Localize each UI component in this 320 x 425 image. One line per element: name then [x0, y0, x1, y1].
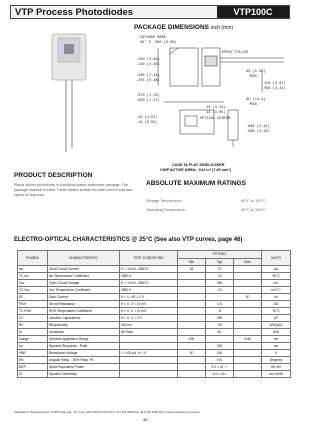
table-row	[18, 315, 291, 322]
cell-symbol: D*	[18, 371, 48, 378]
cell-max	[234, 364, 262, 371]
dim-label: .095 (2.41)	[262, 87, 286, 91]
cell-symbol: ID	[18, 294, 48, 301]
cell-characteristic: Sensitivity	[48, 329, 120, 336]
cell-characteristic: Dark Current	[48, 294, 120, 301]
cell-max	[234, 273, 262, 280]
cell-unit: µA	[262, 266, 291, 273]
cell-unit: W/√Hz	[262, 364, 291, 371]
dim-label: .18 (3.33)	[204, 106, 226, 110]
cell-symbol: Sr	[18, 329, 48, 336]
cell-characteristic: Angular Resp. - 50% Resp. Pt.	[48, 357, 120, 364]
dim-label: .285 (7.24)	[136, 74, 160, 78]
cell-min: 55	[178, 266, 206, 273]
cell-typ: 925	[206, 343, 234, 350]
cell-min	[178, 364, 206, 371]
cell-max	[234, 301, 262, 308]
part-number-badge: VTP100C	[217, 6, 289, 18]
cell-typ: 140	[206, 350, 234, 357]
package-drawing	[134, 32, 294, 152]
cell-typ: 350	[206, 280, 234, 287]
dim-label: .45 (11.4)	[244, 98, 266, 102]
cell-unit: nA	[262, 294, 291, 301]
cell-typ: 70	[206, 266, 234, 273]
package-dimensions-title: PACKAGE DIMENSIONS inch (mm)	[134, 24, 234, 31]
cell-typ: .60	[206, 322, 234, 329]
dim-label: .14 (3.55)	[136, 121, 158, 125]
table-row	[18, 322, 291, 329]
dim-label: .18 (4.57)	[136, 116, 158, 120]
cell-conditions: H = 100 fc, 2850 K	[120, 266, 178, 273]
cell-unit: GΩ	[262, 301, 291, 308]
cell-conditions: 2850 K	[120, 287, 178, 294]
cell-min	[178, 308, 206, 315]
epoxy-label: EPOXY FILLED	[222, 51, 248, 55]
table-row	[18, 280, 291, 287]
cell-symbol: Re	[18, 322, 48, 329]
rating-value: -40°C to 100°C	[240, 208, 266, 212]
footer-address: PerkinElmer Optoelectronics, 10900 Page Ave., St. Louis, MO 63132 USA Phone: 314-423-4900 Fax: 314-423-3956 Web: www.perkinelmer.com/opto	[14, 410, 200, 414]
dim-label: .050 (1.27)	[136, 99, 160, 103]
cell-characteristic: Junction Capacitance	[48, 315, 120, 322]
col-typ: Typ	[206, 258, 234, 266]
dim-label: .070 (1.78)	[136, 94, 160, 98]
cell-unit: cm√Hz/W	[262, 371, 291, 378]
dim-label: .085 (2.16)	[246, 130, 270, 134]
table-row	[18, 336, 291, 343]
cell-min	[178, 280, 206, 287]
product-photo	[14, 30, 124, 155]
cell-conditions: 940 nm	[120, 322, 178, 329]
eo-table-body	[18, 266, 291, 378]
cell-max: 1150	[234, 336, 262, 343]
cell-max	[234, 357, 262, 364]
cell-unit: mV/°C	[262, 287, 291, 294]
page-title: VTP Process Photodiodes	[15, 7, 134, 18]
cell-conditions	[120, 371, 178, 378]
cell-symbol: TC Isc	[18, 273, 48, 280]
cell-characteristic: Spectral Response - Peak	[48, 343, 120, 350]
col-min: Min	[178, 258, 206, 266]
cell-typ: 9.0 x 10⁻¹⁴	[206, 364, 234, 371]
table-row	[18, 266, 291, 273]
cell-symbol: λp	[18, 343, 48, 350]
cell-min	[178, 322, 206, 329]
cell-min	[178, 301, 206, 308]
dim-label: .20 (5.08)	[244, 70, 266, 74]
cell-symbol: TC Voc	[18, 287, 48, 294]
cathode-angle-label: 45° X .030 (0.80)	[140, 41, 177, 45]
description-text: Planar silicon photodiode in a molded plastic sidelooker package. The package material is clear. These diodes exhibit low dark current and fast speed of response.	[14, 183, 132, 198]
cell-conditions	[120, 364, 178, 371]
cell-min	[178, 343, 206, 350]
cell-characteristic: RSH Temperature Coefficient	[48, 308, 120, 315]
table-row	[18, 371, 291, 378]
cell-characteristic: Breakdown Voltage	[48, 350, 120, 357]
cell-min	[178, 357, 206, 364]
rating-label: Operating Temperature:	[146, 208, 187, 212]
cell-conditions: H = 0, V = 10 mV	[120, 301, 178, 308]
cell-unit: A/W(nm)	[262, 322, 291, 329]
cell-min	[178, 315, 206, 322]
cell-unit: %/°C	[262, 308, 291, 315]
table-row	[18, 364, 291, 371]
case-label: CASE 52 FLAT SIDELOOKER	[172, 163, 225, 167]
cell-characteristic: Spectral Application Range	[48, 336, 120, 343]
table-row	[18, 308, 291, 315]
cell-typ: 50	[206, 329, 234, 336]
table-row	[18, 294, 291, 301]
cell-characteristic: Voc Temperature Coefficient	[48, 287, 120, 294]
optical-center-label: OPTICAL CENTER	[200, 117, 231, 121]
cell-characteristic: Short Circuit Current	[48, 266, 120, 273]
cell-unit: nm	[262, 336, 291, 343]
cell-min: 400	[178, 336, 206, 343]
cell-max	[234, 343, 262, 350]
col-conditions: TEST CONDITIONS	[120, 251, 178, 266]
eo-title: ELECTRO-OPTICAL CHARACTERISTICS @ 25°C (See also VTP curves, page 46)	[14, 237, 243, 243]
eo-characteristics-table	[17, 250, 291, 378]
cell-conditions	[120, 357, 178, 364]
dim-label: .12 (3.05)	[204, 111, 226, 115]
cell-min	[178, 294, 206, 301]
cell-unit: V	[262, 350, 291, 357]
cell-symbol: TC RSH	[18, 308, 48, 315]
cell-max	[234, 315, 262, 322]
cell-max	[234, 322, 262, 329]
cell-characteristic: Open Circuit Voltage	[48, 280, 120, 287]
cell-min	[178, 273, 206, 280]
cell-conditions	[120, 343, 178, 350]
table-row	[18, 343, 291, 350]
table-row	[18, 357, 291, 364]
cell-unit: %/°C	[262, 273, 291, 280]
cell-max	[234, 329, 262, 336]
rating-row	[146, 208, 266, 212]
cell-unit: mV	[262, 280, 291, 287]
page-number: 48	[143, 417, 148, 422]
table-row	[18, 350, 291, 357]
col-part: VTP100C	[178, 251, 262, 259]
cell-symbol: Isc	[18, 266, 48, 273]
cell-symbol: RSH	[18, 301, 48, 308]
dim-label: .105 (2.67)	[262, 82, 286, 86]
cell-symbol: CJ	[18, 315, 48, 322]
cell-symbol: λrange	[18, 336, 48, 343]
cell-typ	[206, 294, 234, 301]
col-max: Max	[234, 258, 262, 266]
table-row	[18, 287, 291, 294]
cell-max: 30	[234, 294, 262, 301]
cell-conditions: 2850 K	[120, 273, 178, 280]
cell-typ: 3.0 x 10¹²	[206, 371, 234, 378]
cell-characteristic: Shunt Resistance	[48, 301, 120, 308]
cell-conditions: I = 100 µA, H = 0	[120, 350, 178, 357]
cell-max	[234, 280, 262, 287]
cell-symbol: θ½	[18, 357, 48, 364]
table-row	[18, 273, 291, 280]
cell-conditions: H = 0, V = 10 mV	[120, 308, 178, 315]
col-symbol: SYMBOL	[18, 251, 48, 266]
table-row	[18, 329, 291, 336]
rating-row	[146, 199, 266, 203]
cell-typ: ±70	[206, 357, 234, 364]
cell-max	[234, 371, 262, 378]
cell-unit: pF	[262, 315, 291, 322]
dim-label: .095 (2.41)	[246, 125, 270, 129]
cell-min	[178, 329, 206, 336]
cell-symbol: Voc	[18, 280, 48, 287]
dim-label: MIN.	[250, 75, 259, 79]
cell-characteristic: Isc Temperature Coefficient	[48, 273, 120, 280]
table-row	[18, 301, 291, 308]
cell-unit: A/W	[262, 329, 291, 336]
dim-label: .130 (3.30)	[136, 63, 160, 67]
cell-min: 30	[178, 350, 206, 357]
rating-value: -40°C to 100°C	[240, 199, 266, 203]
cell-conditions	[120, 336, 178, 343]
chip-area-label: CHIP ACTIVE AREA: .012 in² (7.45 mm²)	[160, 168, 231, 172]
description-title: PRODUCT DESCRIPTION	[14, 172, 93, 179]
cell-min	[178, 371, 206, 378]
cell-characteristic: Specific Detectivity	[48, 371, 120, 378]
cell-max	[234, 266, 262, 273]
col-units: UNITS	[262, 251, 291, 266]
cell-max	[234, 287, 262, 294]
dim-label: MIN.	[250, 103, 259, 107]
col-characteristic: CHARACTERISTIC	[48, 251, 120, 266]
cell-typ: -2.0	[206, 287, 234, 294]
rating-label: Storage Temperature:	[146, 199, 183, 203]
cathode-mark-label: CATHODE MARK	[140, 36, 166, 40]
ratings-title: ABSOLUTE MAXIMUM RATINGS	[146, 180, 246, 187]
cell-symbol: NEP	[18, 364, 48, 371]
dim-label: .150 (3.81)	[136, 58, 160, 62]
cell-unit: Degrees	[262, 357, 291, 364]
cell-max	[234, 350, 262, 357]
cell-conditions: H = 0, VR = 2 V	[120, 294, 178, 301]
cell-conditions: H = 0, V = 0 V	[120, 315, 178, 322]
cell-characteristic: Noise Equivalent Power	[48, 364, 120, 371]
cell-symbol: VBR	[18, 350, 48, 357]
cell-max	[234, 308, 262, 315]
cell-typ: 350	[206, 315, 234, 322]
cell-typ	[206, 336, 234, 343]
cell-conditions: H = 100 fc, 2850 K	[120, 280, 178, 287]
cell-characteristic: Responsivity	[48, 322, 120, 329]
dim-label: .255 (6.48)	[136, 79, 160, 83]
cell-conditions: @ Peak	[120, 329, 178, 336]
cell-min	[178, 287, 206, 294]
header-bar	[10, 5, 290, 19]
cell-typ: 0.5	[206, 301, 234, 308]
cell-typ: -8	[206, 308, 234, 315]
cell-unit: nm	[262, 343, 291, 350]
cell-typ: .12	[206, 273, 234, 280]
